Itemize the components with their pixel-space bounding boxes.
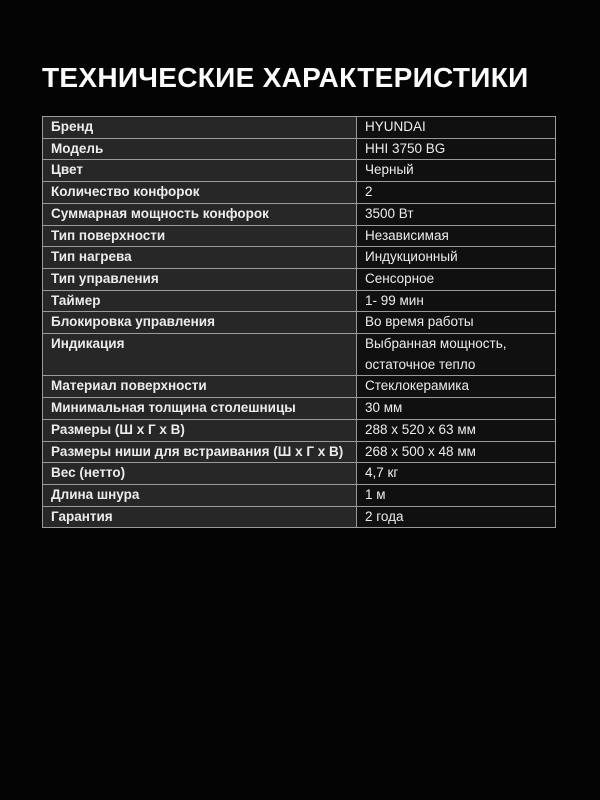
spec-label: Гарантия xyxy=(43,506,357,528)
spec-table-row xyxy=(43,268,556,290)
spec-label: Модель xyxy=(43,138,357,160)
spec-label: Индикация xyxy=(43,334,357,376)
spec-label: Блокировка управления xyxy=(43,312,357,334)
spec-value: HHI 3750 BG xyxy=(357,138,556,160)
spec-label: Размеры (Ш х Г х В) xyxy=(43,419,357,441)
spec-label: Материал поверхности xyxy=(43,376,357,398)
spec-value: 1- 99 мин xyxy=(357,290,556,312)
spec-table xyxy=(42,116,556,528)
spec-label: Цвет xyxy=(43,160,357,182)
spec-label: Длина шнура xyxy=(43,484,357,506)
spec-value: Черный xyxy=(357,160,556,182)
spec-table-row xyxy=(43,290,556,312)
spec-table-row xyxy=(43,247,556,269)
spec-table-row xyxy=(43,182,556,204)
spec-label: Тип управления xyxy=(43,268,357,290)
spec-value: Индукционный xyxy=(357,247,556,269)
spec-table-row xyxy=(43,117,556,139)
spec-label: Размеры ниши для встраивания (Ш х Г х В) xyxy=(43,441,357,463)
spec-table-row xyxy=(43,225,556,247)
spec-label: Тип нагрева xyxy=(43,247,357,269)
spec-table-row xyxy=(43,506,556,528)
spec-label: Вес (нетто) xyxy=(43,463,357,485)
spec-label: Бренд xyxy=(43,117,357,139)
spec-value: 268 x 500 x 48 мм xyxy=(357,441,556,463)
spec-table-row xyxy=(43,138,556,160)
spec-value: Выбранная мощность, остаточное тепло xyxy=(357,334,556,376)
spec-table-row xyxy=(43,398,556,420)
spec-label: Суммарная мощность конфорок xyxy=(43,203,357,225)
spec-table-row xyxy=(43,312,556,334)
spec-table-row xyxy=(43,334,556,376)
spec-value: HYUNDAI xyxy=(357,117,556,139)
spec-table-row xyxy=(43,160,556,182)
spec-value: 3500 Вт xyxy=(357,203,556,225)
spec-table-row xyxy=(43,463,556,485)
spec-table-row xyxy=(43,419,556,441)
spec-table-body xyxy=(43,117,556,528)
spec-table-row xyxy=(43,203,556,225)
spec-value: 2 xyxy=(357,182,556,204)
spec-table-row xyxy=(43,376,556,398)
spec-value: 30 мм xyxy=(357,398,556,420)
spec-label: Минимальная толщина столешницы xyxy=(43,398,357,420)
spec-table-row xyxy=(43,484,556,506)
page-title: ТЕХНИЧЕСКИЕ ХАРАКТЕРИСТИКИ xyxy=(42,62,529,93)
spec-label: Количество конфорок xyxy=(43,182,357,204)
spec-value: 288 x 520 x 63 мм xyxy=(357,419,556,441)
spec-table-row xyxy=(43,441,556,463)
spec-value: 2 года xyxy=(357,506,556,528)
spec-value: 1 м xyxy=(357,484,556,506)
spec-value: Независимая xyxy=(357,225,556,247)
spec-value: Во время работы xyxy=(357,312,556,334)
spec-value: Стеклокерамика xyxy=(357,376,556,398)
spec-value: Сенсорное xyxy=(357,268,556,290)
spec-label: Таймер xyxy=(43,290,357,312)
spec-label: Тип поверхности xyxy=(43,225,357,247)
spec-value: 4,7 кг xyxy=(357,463,556,485)
